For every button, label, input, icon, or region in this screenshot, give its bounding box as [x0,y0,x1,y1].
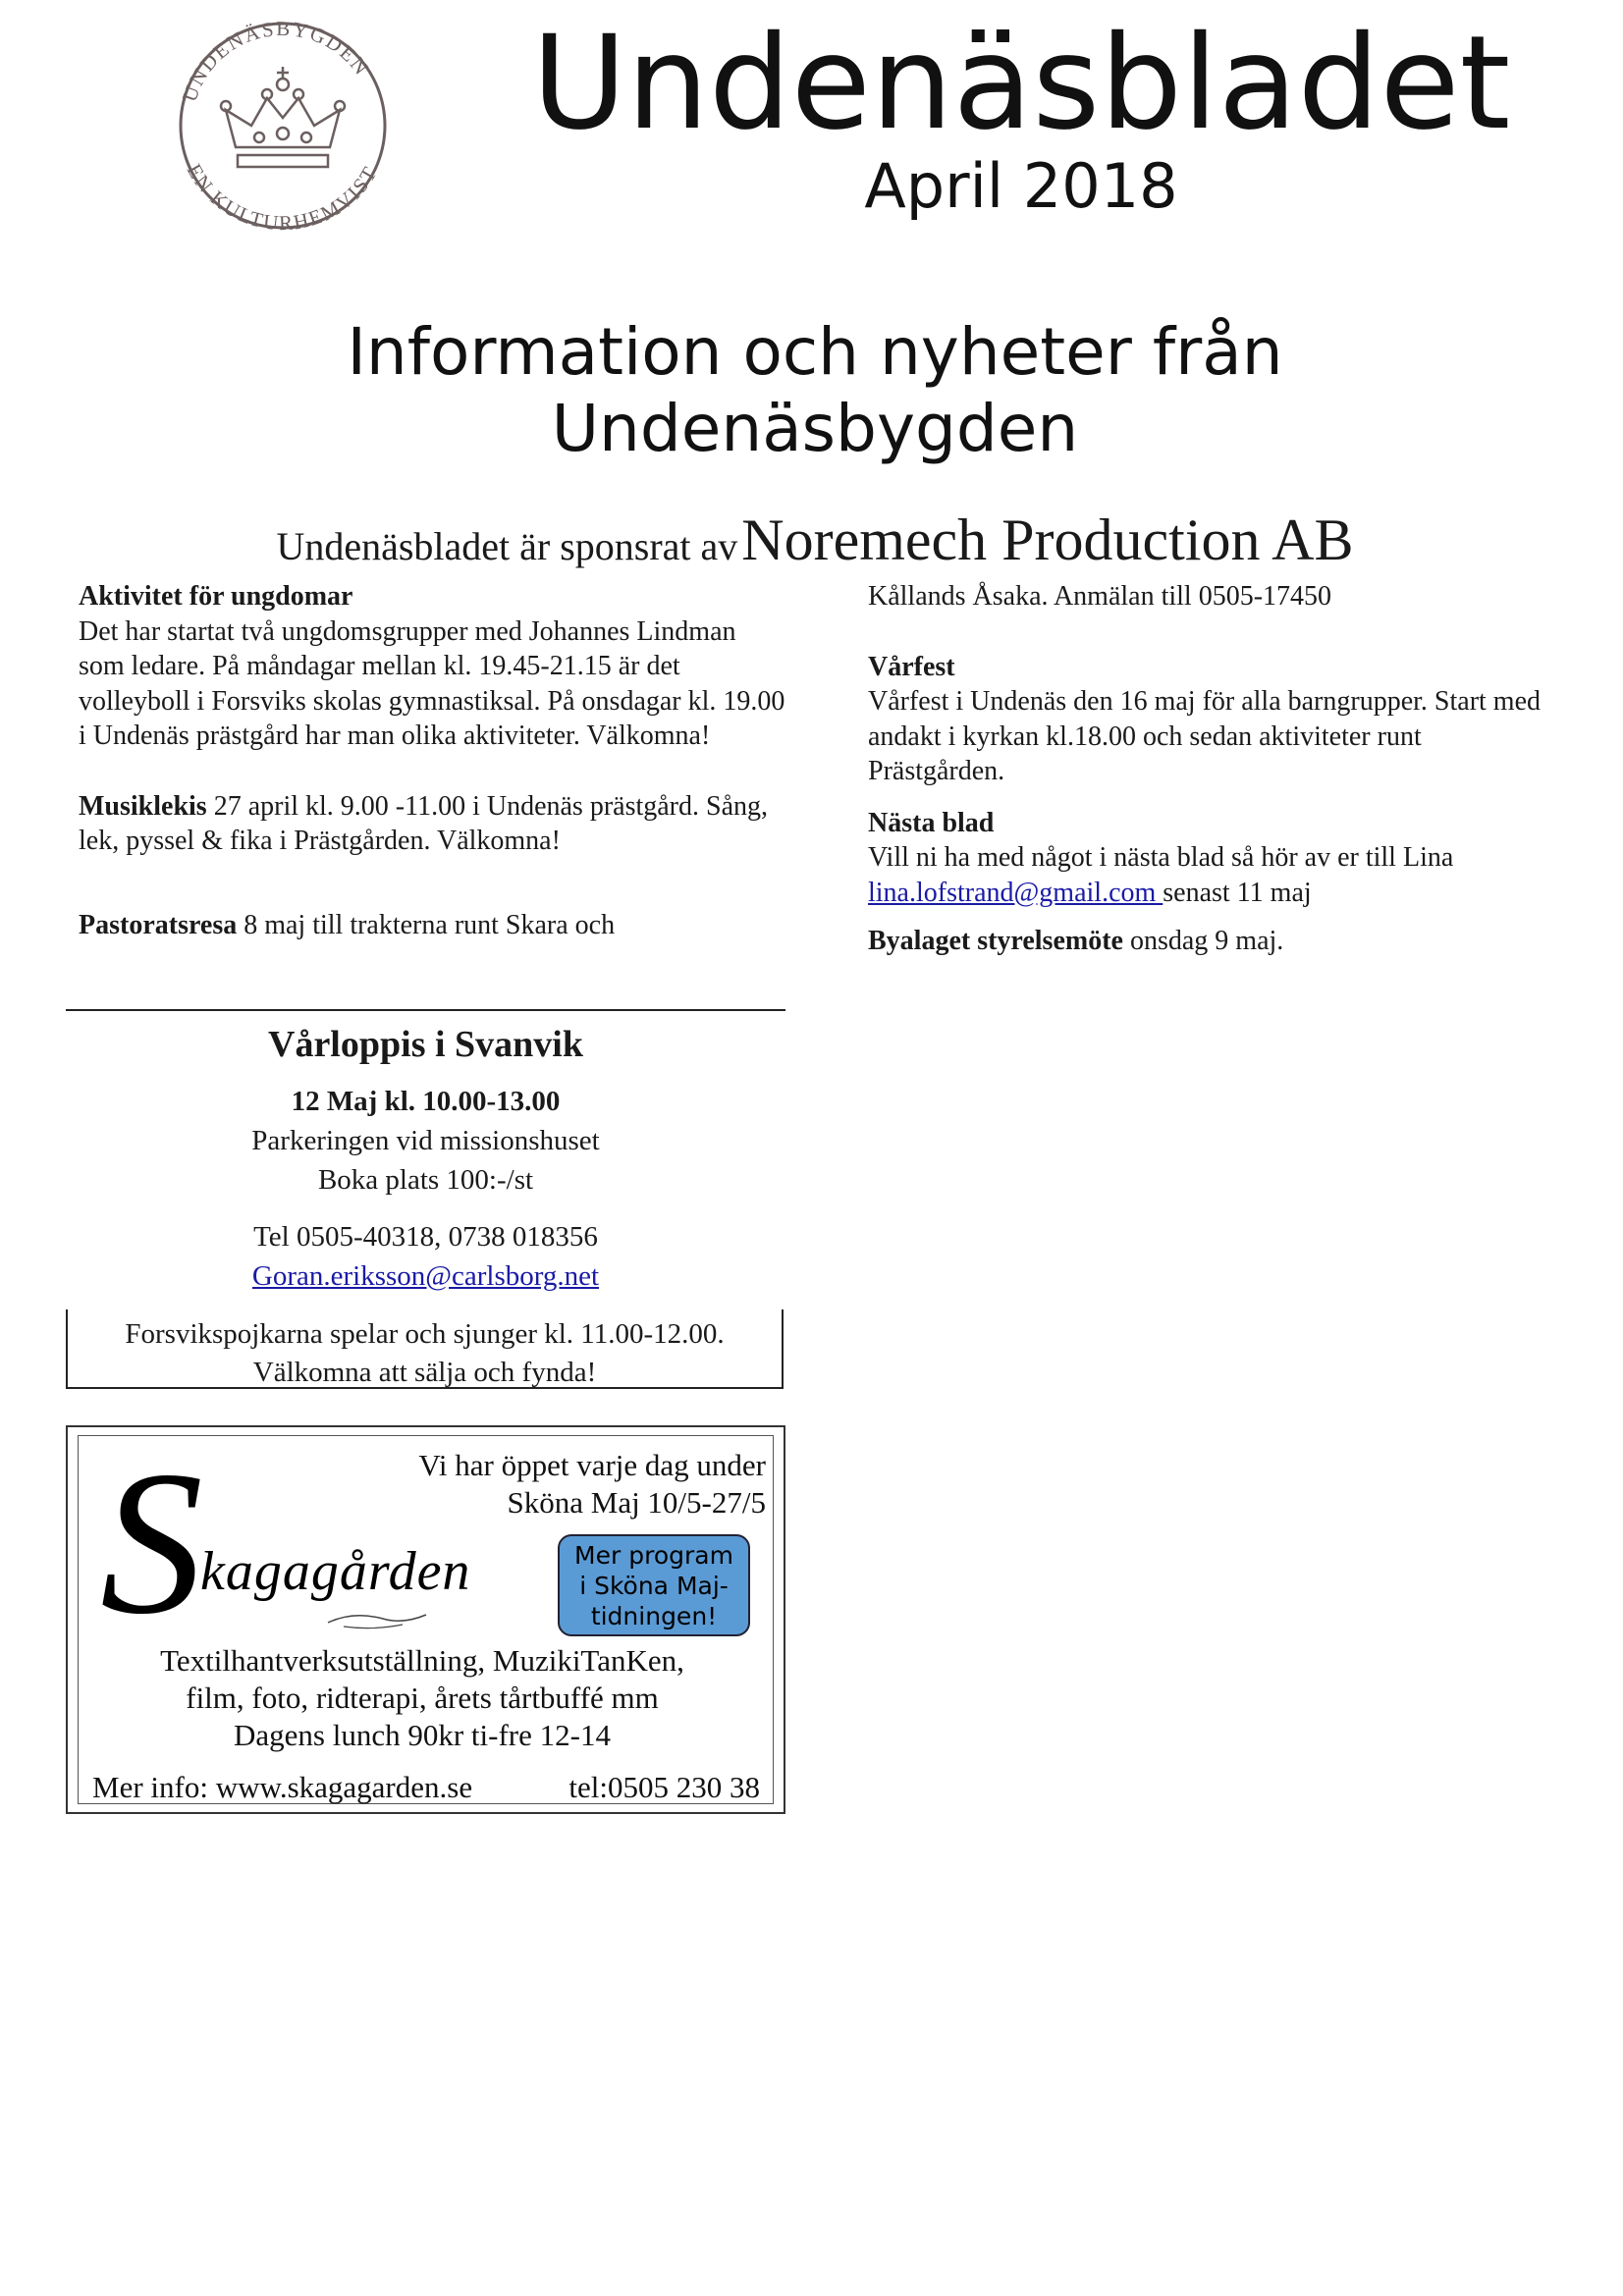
ad-desc-line3: Dagens lunch 90kr ti-fre 12-14 [234,1718,611,1752]
loppis-date: 12 Maj kl. 10.00-13.00 [291,1086,561,1117]
hand-icon [324,1603,432,1632]
left-column [79,579,785,942]
ad-open-line1: Vi har öppet varje dag under [418,1448,766,1482]
ad-telephone: tel:0505 230 38 [568,1770,760,1804]
society-logo [165,8,401,243]
masthead-date: April 2018 [864,150,1178,222]
ad-name: kagagården [200,1541,471,1602]
logo-arc-bottom-text: EN KULTURHEMVIST [182,159,383,236]
ad-desc-line2: film, foto, ridterapi, årets tårtbuffé mm [186,1681,659,1715]
pastoratsresa-heading: Pastoratsresa [79,909,238,940]
nasta-blad-heading: Nästa blad [868,807,995,838]
musiklekis-heading: Musiklekis [79,790,207,822]
sponsor-line [98,507,1532,574]
loppis-box [66,1009,785,1389]
ad-bubble-line3: tidningen! [590,1602,718,1630]
sponsor-name: Noremech Production AB [741,507,1354,572]
byalaget-paragraph [868,924,1555,959]
ad-description [98,1642,746,1754]
varfest-text: Vårfest i Undenäs den 16 maj för alla barngrupper. Start med andakt i kyrkan kl.18.00 och sedan aktiviteter runt Prästgården. [868,686,1542,786]
ungdom-text: Det har startat två ungdomsgrupper med Johannes Lindman som ledare. På måndagar mellan kl. 19.45-21.15 är det volleyboll i Forsviks skolas gymnastiksal. På onsdagar kl. 19.00 i Undenäs prästgård har man olika aktiviteter. Välkomna! [79,615,785,751]
byalaget-text: onsdag 9 maj. [1122,926,1284,956]
varfest-heading: Vårfest [868,651,955,682]
ad-website: Mer info: www.skagagarden.se [92,1770,473,1804]
ad-open-line2: Sköna Maj 10/5-27/5 [507,1485,766,1520]
pastoratsresa-text: 8 maj till trakterna runt Skara och [237,909,616,940]
loppis-email-link[interactable]: Goran.eriksson@carlsborg.net [251,1260,600,1292]
crown-seal-icon [165,8,401,243]
ungdom-heading: Aktivitet för ungdomar [79,581,353,612]
loppis-footer-line2: Välkomna att sälja och fynda! [252,1357,597,1388]
ad-program-bubble [558,1534,750,1636]
skagagarden-ad [66,1425,785,1814]
masthead-title: Undenäsbladet [531,8,1511,159]
musiklekis-text: 27 april kl. 9.00 -11.00 i Undenäs prästgård. Sång, lek, pyssel & fika i Prästgården. Välkomna! [79,790,769,856]
ad-desc-line1: Textilhantverksutställning, MuzikiTanKen, [160,1643,684,1678]
ad-bubble-line1: Mer program [574,1541,733,1570]
lina-email-link[interactable]: lina.lofstrand@gmail.com [868,877,1163,908]
pastoratsresa-continued: Kållands Åsaka. Anmälan till 0505-17450 [868,581,1332,612]
right-column [868,579,1555,959]
nasta-blad-text: Vill ni ha med något i nästa blad så hör av er till Lina [868,842,1454,873]
musiklekis-paragraph [79,789,785,859]
loppis-footer [66,1309,784,1389]
nasta-blad-contact [868,876,1555,911]
loppis-footer-line1: Forsvikspojkarna spelar och sjunger kl. 11.00-12.00. [125,1318,725,1350]
ad-bubble-line2: i Sköna Maj- [579,1572,729,1600]
loppis-place: Parkeringen vid missionshuset [251,1125,600,1156]
page-headline: Information och nyheter från Undenäsbygden [347,314,1283,466]
logo-arc-top-text: UNDENÄSBYGDEN [177,16,375,105]
byalaget-heading: Byalaget styrelsemöte [868,926,1123,956]
ad-initial-letter: S [100,1429,203,1657]
loppis-tel: Tel 0505-40318, 0738 018356 [253,1221,598,1253]
pastoratsresa-paragraph [79,908,785,943]
loppis-title: Vårloppis i Svanvik [268,1024,583,1065]
loppis-price: Boka plats 100:-/st [317,1164,534,1196]
sponsor-prefix: Undenäsbladet är sponsrat av [276,524,738,568]
nasta-blad-deadline: senast 11 maj [1163,877,1312,908]
